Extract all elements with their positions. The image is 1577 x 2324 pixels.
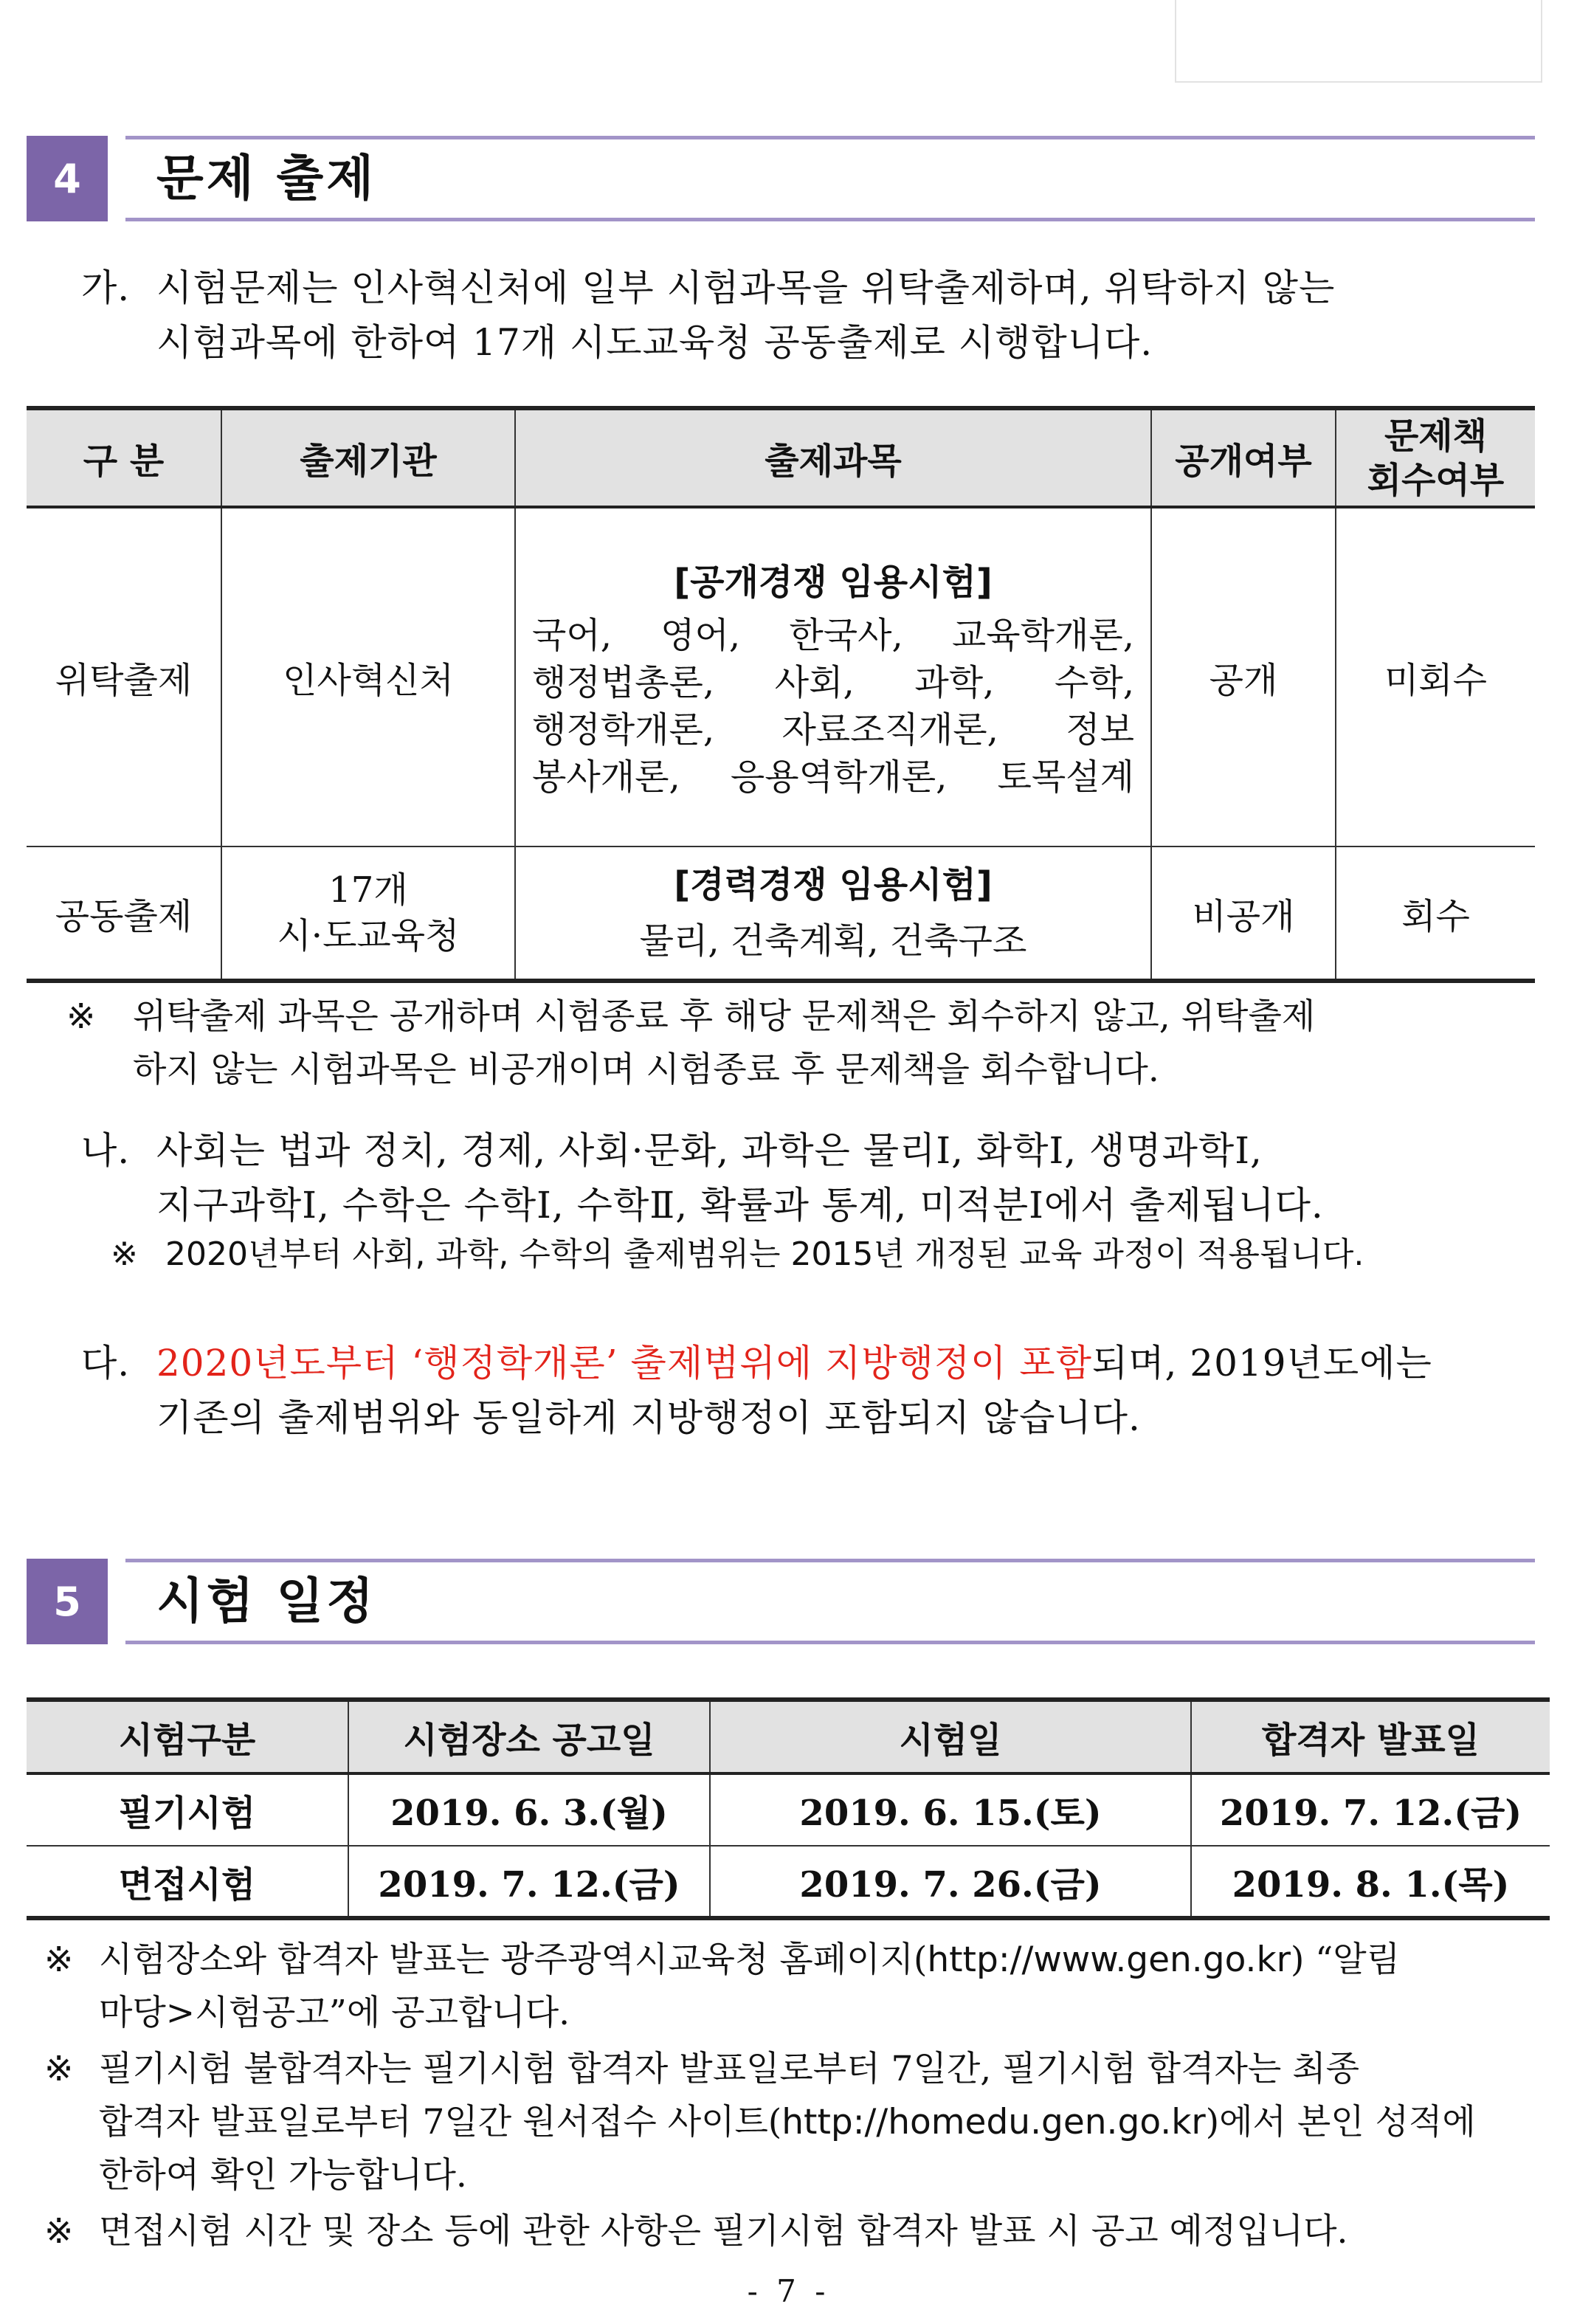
- subject-heading: [경력경쟁 임용시험]: [674, 864, 993, 906]
- section-divider-bottom: [125, 1641, 1535, 1644]
- header-exam-type: 시험구분: [27, 1700, 348, 1773]
- section-divider-top: [125, 1559, 1535, 1562]
- paragraph-label: 가.: [81, 266, 131, 309]
- cell-org: 인사혁신처: [221, 507, 515, 846]
- page-number: - 7 -: [747, 2273, 830, 2309]
- cell-public: 공개: [1151, 507, 1336, 846]
- section-number: 4: [27, 136, 108, 221]
- paragraph-da: 다. 2020년도부터 ‘행정학개론’ 출제범위에 지방행정이 포함되며, 2019년도에는 기존의 출제범위와 동일하게 지방행정이 포함되지 않습니다.: [81, 1336, 1535, 1445]
- exam-setting-table: [27, 406, 1535, 983]
- table-row: [27, 507, 1535, 846]
- cell-public: 비공개: [1151, 846, 1336, 981]
- paragraph-text: 시험과목에 한하여 17개 시도교육청 공동출제로 시행합니다.: [156, 321, 1153, 364]
- table-row: [27, 846, 1535, 981]
- schedule-note-1: ※ 시험장소와 합격자 발표는 광주광역시교육청 홈페이지(http://www.gen.go.kr) “알림 마당>시험공고”에 공고합니다.: [44, 1939, 1401, 2033]
- note-mark: ※: [66, 996, 96, 1037]
- highlight-text: 2020년도부터 ‘행정학개론’ 출제범위에 지방행정이 포함: [156, 1342, 1092, 1385]
- cell-type: 공동출제: [27, 846, 221, 981]
- section-divider-bottom: [125, 218, 1535, 221]
- header-subjects: 출제과목: [515, 408, 1151, 507]
- section-title: 문제 출제: [156, 150, 377, 207]
- schedule-note-3: ※ 면접시험 시간 및 장소 등에 관한 사항은 필기시험 합격자 발표 시 공고 예정입니다.: [44, 2211, 1348, 2252]
- section-divider-top: [125, 136, 1535, 139]
- paragraph-na: 나. 사회는 법과 정치, 경제, 사회·문화, 과학은 물리Ⅰ, 화학Ⅰ, 생명과학Ⅰ, 지구과학Ⅰ, 수학은 수학Ⅰ, 수학Ⅱ, 확률과 통계, 미적분Ⅰ에서 출제됩니다.: [81, 1123, 1535, 1232]
- cell-org: 17개 시·도교육청: [221, 846, 515, 981]
- cell-subjects: [공개경쟁 임용시험] 국어, 영어, 한국사, 교육학개론, 행정법총론, 사회, 과학, 수학, 행정학개론, 자료조직개론, 정보 봉사개론, 응용역학개론, 토목설계: [515, 507, 1151, 846]
- section-title: 시험 일정: [156, 1573, 377, 1630]
- header-exam-date: 시험일: [710, 1700, 1191, 1773]
- cell-type: 위탁출제: [27, 507, 221, 846]
- header-result-date: 합격자 발표일: [1191, 1700, 1550, 1773]
- header-collect: 문제책 회수여부: [1336, 408, 1535, 507]
- header-venue-notice: 시험장소 공고일: [348, 1700, 710, 1773]
- header-public: 공개여부: [1151, 408, 1336, 507]
- table-row: 필기시험 2019. 6. 3.(월) 2019. 6. 15.(토) 2019. 7. 12.(금): [27, 1773, 1550, 1846]
- cell-collect: 회수: [1336, 846, 1535, 981]
- application-site-link[interactable]: http://homedu.gen.go.kr: [781, 2102, 1206, 2142]
- exam-schedule-table: [27, 1697, 1550, 1920]
- header-category: 구 분: [27, 408, 221, 507]
- paragraph-label: 나.: [81, 1129, 131, 1172]
- paragraph-ga: [81, 261, 1535, 370]
- subject-heading: [공개경쟁 임용시험]: [674, 562, 993, 603]
- section-number: 5: [27, 1559, 108, 1644]
- cell-collect: 미회수: [1336, 507, 1535, 846]
- header-corner-box: [1175, 0, 1542, 83]
- schedule-note-2: ※ 필기시험 불합격자는 필기시험 합격자 발표일로부터 7일간, 필기시험 합격자는 최종 합격자 발표일로부터 7일간 원서접수 사이트(http://homedu.gen.go.kr)에서 본인 성적에 한하여 확인 가능합니다.: [44, 2049, 1476, 2196]
- paragraph-label: 다.: [81, 1342, 131, 1385]
- note-1: ※ 위탁출제 과목은 공개하며 시험종료 후 해당 문제책은 회수하지 않고, 위탁출제 하지 않는 시험과목은 비공개이며 시험종료 후 문제책을 회수합니다.: [66, 990, 1535, 1097]
- cell-subjects: [경력경쟁 임용시험] 물리, 건축계획, 건축구조: [515, 846, 1151, 981]
- section-4-header: [27, 136, 1535, 221]
- note-2020: ※ 2020년부터 사회, 과학, 수학의 출제범위는 2015년 개정된 교육 과정이 적용됩니다.: [111, 1235, 1364, 1273]
- homepage-link[interactable]: http://www.gen.go.kr: [927, 1939, 1291, 1980]
- paragraph-text: 시험문제는 인사혁신처에 일부 시험과목을 위탁출제하며, 위탁하지 않는: [156, 266, 1336, 309]
- table-row: 면접시험 2019. 7. 12.(금) 2019. 7. 26.(금) 2019. 8. 1.(목): [27, 1846, 1550, 1918]
- section-5-header: [27, 1559, 1535, 1644]
- header-org: 출제기관: [221, 408, 515, 507]
